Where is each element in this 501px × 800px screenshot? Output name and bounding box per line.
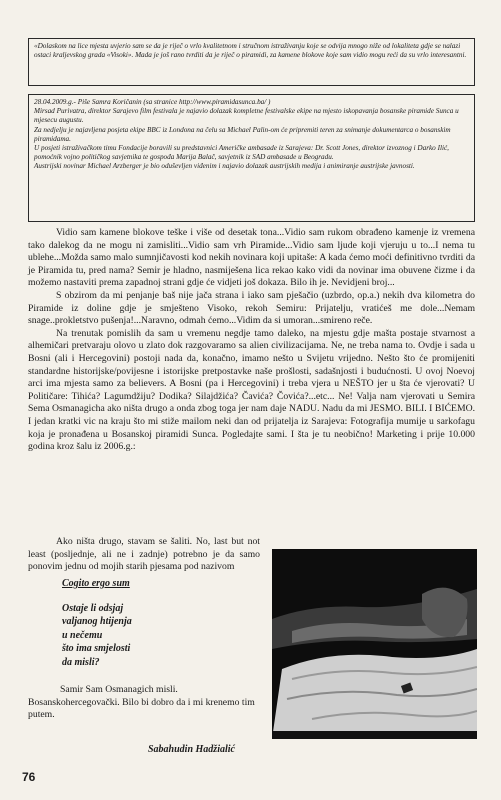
mummy-photo (272, 549, 477, 739)
paragraph-4: Ako ništa drugo, stavam se šaliti. No, last but not least (posljednje, ali ne i zadnje) potrebno je da samo ponovim jednu od mojih starih pjesama pod nazivom (28, 536, 260, 573)
closing-column (28, 684, 260, 722)
news-header: 28.04.2009.g.- Piše Samra Koričanin (sa stranice http://www.piramidasunca.ba/ ) (34, 98, 271, 106)
poem-line: da misli? (62, 656, 100, 668)
page-number: 76 (22, 770, 36, 784)
quote-text: «Dolaskom na lice mjesta uvjerio sam se da je riječ o vrlo kvalitetnom i stručnom istraživanju koje se odvija mnogo niže od lokaliteta gdje se nalazi ostaci kraljevskog grada «Visoki». Mada je još rano tvrditi da je riječ o piramidi, za kamene blokove koje sam vidio mogu reći da su vrlo interesantni. (34, 42, 467, 60)
news-line: Mirsad Purivatra, direktor Sarajevo film festivala je najavio dolazak kompletne festivalske ekipe na mjesto iskopavanja bosanske piramide Sunca u mjesecu augustu. (34, 107, 459, 125)
news-line: Austrijski novinar Michael Arzberger je bio oduševljen viđenim i najavio dolazak austrijskih medija i animiranje austrijske javnosti. (34, 162, 415, 171)
paragraph-2: S obzirom da mi penjanje baš nije jača strana i iako sam pješačio (uzbrdo, op.a.) nekih dva kilometra do Piramide iz doline gdje je smješteno Visoko, rekoh Semiru: Prijatelju, vratićeš me dole...Nemam snage..prokletstvo pušenja!...Naravno, odmah ćemo...Vidim da si umoran...smireno reče. (28, 289, 475, 327)
paragraph-1: Vidio sam kamene blokove teške i više od desetak tona...Vidio sam rukom obrađeno kamenje iz vremena tako dalekog da ne mogu ni zamisliti...Vidio sam vrh Piramide...Vidio sam ljude koji vjeruju u to...I nema tu ublehe...Možda samo malo sumnjičavosti kod nekih novinara koji upitaše: A kada ćemo moći definitivno tvrditi da je Piramida tu, pred nama? Semir je hladno, nasmiješena lica rekao kako vidi da novinar ima obuvene čizme i da možemo nastaviti prema zapadnoj strani gdje će vidjeti još dokaza. Bilo ih je. Nevidjeni broj... (28, 227, 475, 289)
poem-line: što ima smjelosti (62, 643, 131, 655)
paragraph-4-column (28, 536, 260, 574)
news-line: U posjeti istraživačkom timu Fondacije boravili su predstavnici Američke ambasade iz Sarajeva: Dr. Scott Jones, direktor izvoznog i Darko Ilić, pomoćnik vojno političkog savjetnika te gospođa Marija Balač, savjetnik iz SAD ambasade u Beogradu. (34, 144, 449, 162)
author-signature: Sabahudin Hadžialić (148, 744, 235, 755)
closing-paragraph: Samir Sam Osmanagich misli. Bosanskohercegovački. Bilo bi dobro da i mi krenemo tim putem. (28, 684, 255, 721)
poem (62, 602, 132, 669)
poem-title: Cogito ergo sum (62, 578, 130, 589)
poem-line: valjanog htijenja (62, 616, 132, 628)
paragraph-3: Na trenutak pomislih da sam u vremenu negdje tamo daleko, na mjestu gdje mašta postaje stvarnost a alhemičari pretvaraju olovo u zlato dok razgovaramo sa alien civilizacijama. Ne, ne treba nama to. Ovdje i sada u Bosni (ali i Hercegovini) postoji nada da, konačno, imamo nešto u Svijetu vrijedno. Nešto što će promijeniti standardne historijske/povijesne i istorijske pretpostavke naše prošlosti, sadašnjosti i budućnosti. U ovoj Noevoj arci ima mjesta samo za believers. A Bosni (pa i Hercegovini) i treba vjera u NEŠTO jer u šta će vjerovati? U Političare: Tihića? Lagumdžiju? Dodika? Silajdžića? Čavića? Čovića?...etc... Ne! Valja nam vjerovati u Semira Sema Osmanagicha ako ništa drugo a onda zbog toga jer nam daje NADU. Nadu da mi JESMO. BILI. I BIĆEMO. I jedan kratki vic na kraju što mi stiže mailom neki dan od prijatelja iz Sarajeva: Fotografija mumije u sarkofagu koja je pronađena u Bosanskoj piramidi Sunca. Pogledajte sami. I šta je tu neobično! Marketing i prije 10.000 godina kroz šalu iz 2006.g.: (28, 327, 475, 453)
news-box (28, 94, 475, 222)
news-line: Za nedjelju je najavljena posjeta ekipe BBC iz Londona na čelu sa Michael Palin-om će pripremiti teren za snimanje dokumentarca o bosanskim piramidama. (34, 125, 451, 143)
quote-box (28, 38, 475, 86)
poem-line: Ostaje li odsjaj (62, 603, 124, 614)
article-body (28, 227, 475, 454)
poem-line: u nečemu (62, 629, 103, 641)
